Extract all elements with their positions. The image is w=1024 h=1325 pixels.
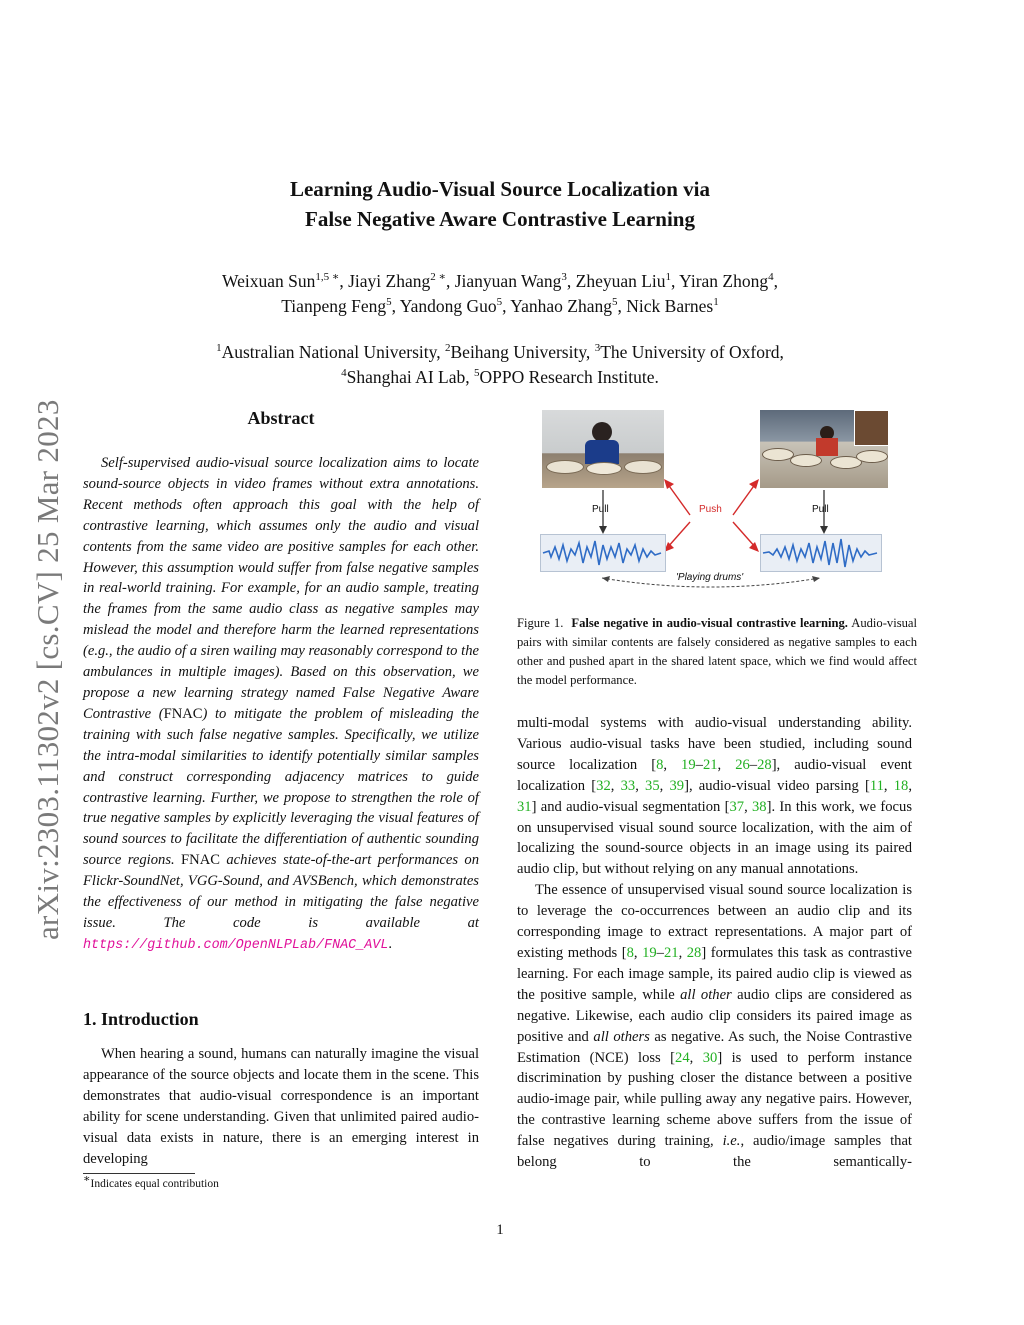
introduction-left-text: When hearing a sound, humans can naturally imagine the visual appearance of the source objects and locate them in the scene. This demonstrates that audio-visual correspondence is an important ability for scene understanding. Given that unlimited paired audio-visual data exists in nature, there is an emerging interest in developing [83, 1046, 479, 1167]
pull-label-right: Pull [812, 504, 829, 515]
footnote-rule [83, 1173, 195, 1174]
author: Yiran Zhong [679, 271, 769, 291]
author: Jiayi Zhang [348, 271, 431, 291]
figure-1 [540, 410, 920, 600]
author: Jianyuan Wang [454, 271, 562, 291]
footnote: ∗Indicates equal contribution [83, 1173, 219, 1190]
audio-waveform-right [760, 534, 882, 572]
paper-title [0, 174, 1000, 234]
introduction-right-text: multi-modal systems with audio-visual understanding ability. Various audio-visual tasks have been studied, including sound source localization [8, 19–21, 26–28], audio-visual event localization [32, 33, 35, 39], audio-visual video parsing [11, 18, 31] and audio-visual segmentation [37, 38]. In this work, we focus on unsupervised visual sound source localization, with the aim of localizing the sound-source objects in an image using its paired audio clip, but without relying on any manual annotations. The essence of unsupervised visual sound source localization is to leverage the co-occurrences between an audio clip and its corresponding image to extract representations. A major part of existing methods [8, 19–21, 28] formulates this task as contrastive learning. For each image sample, its paired audio clip is viewed as the positive sample, while all other audio clips are considered as negative. Likewise, each audio clip considers its paired image as positive and all others as negative. As such, the Noise Contrastive Estimation (NCE) loss [24, 30] is used to perform instance discrimination by pushing closer the distance between a positive audio-image pair, while pulling away any negative pairs. However, the contrastive learning scheme above suffers from the issue of false negatives during training, i.e., audio/image samples that belong to the semantically- [517, 715, 913, 1171]
push-label: Push [699, 504, 722, 515]
affiliation: Shanghai AI Lab, [346, 367, 470, 387]
affiliation: OPPO Research Institute. [479, 367, 659, 387]
audio-label: 'Playing drums' [676, 572, 744, 583]
author: Zheyuan Liu [575, 271, 666, 291]
author: Yandong Guo [399, 296, 497, 316]
author: Nick Barnes [626, 296, 714, 316]
abstract-body: Self-supervised audio-visual source localization aims to locate sound-source objects in video frames without extra annotations. Recent methods often approach this goal with the help of contrastive learning, which assumes only the audio and visual contents from the same video are positive samples for each other. However, this assumption would suffer from false negative samples in real-world training. For example, for an audio sample, treating the frames from the same audio class as negative samples may mislead the model and therefore harm the learned representations (e.g., the audio of a siren wailing may reasonably correspond to the ambulances in multiple images). Based on this observation, we propose a new learning strategy named False Negative Aware Contrastive (FNAC) to mitigate the problem of misleading the training with such false negative samples. Specifically, we utilize the intra-modal similarities to identify potentially similar samples and construct corresponding adjacency matrices to guide contrastive learning. Further, we propose to strengthen the role of true negative samples by explicitly leveraging the visual features of sound sources to facilitate the differentiation of authentic sounding source regions. FNAC achieves state-of-the-art performances on Flickr-SoundNet, VGG-Sound, and AVSBench, which demonstrates the effectiveness of our method in mitigating the false negative issue. The code is available at https://github.com/OpenNLPLab/FNAC_AVL. [83, 455, 479, 953]
affiliation: The University of Oxford, [600, 342, 784, 362]
author: Weixuan Sun [222, 271, 316, 291]
page-number: 1 [496, 1222, 504, 1238]
affiliation: Australian National University, [221, 342, 441, 362]
section-heading-introduction: 1. Introduction [83, 1009, 199, 1029]
title-line-2: False Negative Aware Contrastive Learning [305, 207, 695, 231]
author: Yanhao Zhang [510, 296, 612, 316]
author: Tianpeng Feng [281, 296, 387, 316]
title-line-1: Learning Audio-Visual Source Localization via [289, 177, 711, 201]
affiliation: Beihang University, [450, 342, 591, 362]
arxiv-identifier: arXiv:2303.11302v2 [cs.CV] 25 Mar 2023 [30, 399, 65, 940]
figure-1-caption: Figure 1. False negative in audio-visual contrastive learning. Audio-visual pairs with similar contents are falsely considered as negative samples to each other and pushed apart in the shared latent space, which we find would affect the model performance. [517, 616, 917, 687]
audio-waveform-left [540, 534, 666, 572]
pull-label-left: Pull [592, 504, 609, 515]
author-list: Weixuan Sun$^{1,5 ∗}$, Jiayi Zhang$^{2 ∗}$, Jianyuan Wang$^3$, Zheyuan Liu$^1$, Yiran Zhong$^4$, Tianpeng Feng$^5$, Yandong Guo$^5$, Yanhao Zhang$^5$, Nick Barnes$^1$ [222, 271, 778, 316]
code-link[interactable]: https://github.com/OpenNLPLab/FNAC_AVL [83, 937, 389, 953]
affiliations: $^1$Australian National University, $^2$Beihang University, $^3$The University of Oxford, $^4$Shanghai AI Lab, $^5$OPPO Research Institute. [216, 342, 784, 387]
abstract-heading: Abstract [247, 408, 315, 428]
